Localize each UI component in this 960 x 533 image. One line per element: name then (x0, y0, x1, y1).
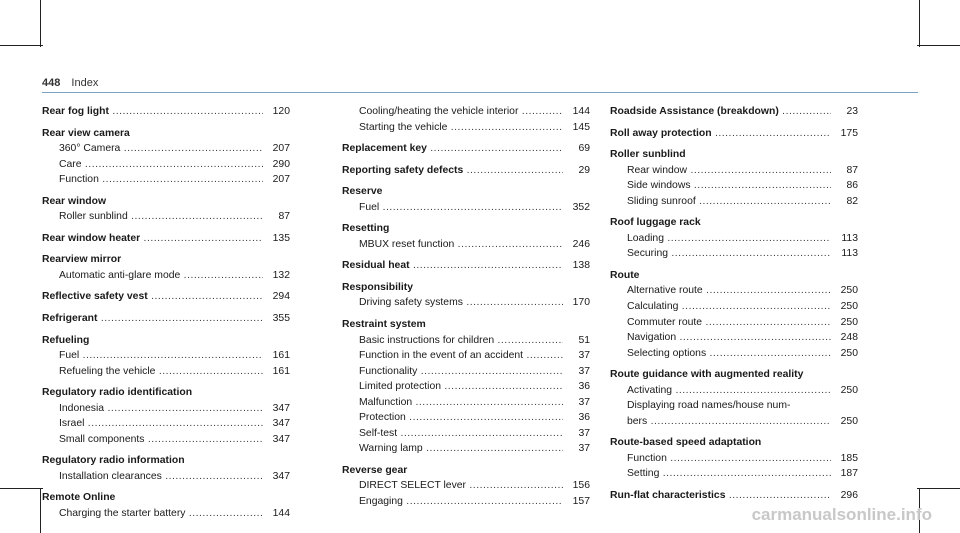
index-page-ref: 175 (840, 127, 858, 139)
index-entry-label: Loading ..... (627, 231, 831, 247)
index-subentry (342, 426, 590, 442)
index-entry-label: Rear fog light ..... (42, 104, 263, 120)
index-entry-label: Rear view camera (42, 127, 130, 139)
index-page-ref: 294 (272, 291, 290, 303)
index-entry-label: Refueling (42, 334, 90, 346)
index-heading (42, 126, 290, 142)
index-page-ref: 86 (846, 180, 858, 192)
index-heading (342, 463, 590, 479)
index-entry-label: Restraint system (342, 319, 426, 331)
index-page-ref: 250 (840, 316, 858, 328)
index-page-ref: 347 (272, 418, 290, 430)
index-heading (342, 163, 590, 179)
index-page-ref: 87 (846, 164, 858, 176)
index-entry-label: Regulatory radio identification (42, 387, 193, 399)
index-column-3 (610, 104, 858, 504)
index-heading (342, 317, 590, 333)
index-heading (610, 215, 858, 231)
index-subentry (42, 209, 290, 225)
index-subentry (610, 163, 858, 179)
index-entry-label: Route guidance with augmented reality (610, 369, 804, 381)
index-entry-label: Rear window heater ..... (42, 231, 263, 247)
index-page-ref: 347 (272, 470, 290, 482)
index-page-ref: 250 (840, 285, 858, 297)
index-subentry (342, 410, 590, 426)
index-entry-label: Reserve (342, 186, 383, 198)
index-subentry (610, 283, 858, 299)
index-entry-label: Rear window ..... (627, 163, 831, 179)
index-entry-label: Securing ..... (627, 246, 831, 262)
index-subentry (42, 506, 290, 522)
index-subentry (42, 157, 290, 173)
index-heading (342, 221, 590, 237)
index-entry-label: DIRECT SELECT lever ..... (359, 478, 563, 494)
crop-mark (919, 0, 920, 47)
index-entry-label: Fuel ..... (59, 348, 263, 364)
index-heading (42, 311, 290, 327)
index-heading (610, 104, 858, 120)
index-page-ref: 23 (846, 106, 858, 117)
index-subentry (610, 194, 858, 210)
index-entry-label: Charging the starter battery ..... (59, 506, 263, 522)
index-entry-label: Indonesia ..... (59, 401, 263, 417)
page-header (42, 77, 98, 89)
index-subentry (342, 295, 590, 311)
index-column-1 (42, 104, 290, 522)
index-heading (42, 194, 290, 210)
index-entry-label: Israel ..... (59, 416, 263, 432)
index-entry-label: MBUX reset function ..... (359, 237, 563, 253)
index-page-ref: 87 (278, 211, 290, 223)
index-entry-label: Roadside Assistance (breakdown) ..... (610, 104, 831, 120)
index-entry-label: Automatic anti-glare mode ..... (59, 268, 263, 284)
index-entry-label: Installation clearances ..... (59, 469, 263, 485)
index-heading (342, 184, 590, 200)
index-heading (42, 333, 290, 349)
index-entry-label: Navigation ..... (627, 330, 831, 346)
index-column-2 (342, 104, 590, 510)
index-page-ref: 290 (272, 158, 290, 170)
index-entry-label: Selecting options ..... (627, 346, 831, 362)
index-page-ref: 248 (840, 332, 858, 344)
index-page-ref: 82 (846, 195, 858, 207)
index-heading (610, 488, 858, 504)
index-subentry (42, 364, 290, 380)
index-page-ref: 207 (272, 143, 290, 155)
index-entry-label: Starting the vehicle ..... (359, 120, 563, 136)
index-entry-label: Roll away protection ..... (610, 126, 831, 142)
index-subentry (42, 469, 290, 485)
index-subentry (42, 432, 290, 448)
index-entry-label: Replacement key ..... (342, 141, 563, 157)
index-subentry (610, 315, 858, 331)
index-subentry (610, 466, 858, 482)
index-entry-label: Care ..... (59, 157, 263, 173)
index-page-ref: 157 (572, 496, 590, 508)
index-subentry (342, 120, 590, 136)
index-heading (610, 147, 858, 163)
index-subentry (342, 348, 590, 364)
index-subentry (342, 395, 590, 411)
index-page-ref: 37 (578, 350, 590, 362)
index-heading (42, 453, 290, 469)
index-entry-label: Roller sunblind ..... (59, 209, 263, 225)
index-page-ref: 36 (578, 412, 590, 424)
index-subentry (342, 494, 590, 510)
index-entry-label: Roller sunblind (610, 149, 686, 161)
index-subentry (610, 414, 858, 430)
index-page-ref: 170 (572, 297, 590, 309)
index-page-ref: 138 (572, 260, 590, 272)
index-entry-label: Function ..... (627, 451, 831, 467)
index-entry-label: Remote Online (42, 492, 116, 504)
index-subentry (42, 268, 290, 284)
index-subentry (342, 478, 590, 494)
index-page-ref: 37 (578, 427, 590, 439)
index-subentry (342, 200, 590, 216)
index-entry-label: Rearview mirror (42, 254, 122, 266)
index-heading (610, 268, 858, 284)
index-entry-label: Activating ..... (627, 383, 831, 399)
index-page-ref: 135 (272, 232, 290, 244)
index-page-ref: 187 (840, 468, 858, 480)
index-subentry (342, 441, 590, 457)
index-entry-label: bers ..... (627, 414, 831, 430)
index-subentry (610, 398, 858, 414)
index-entry-label: Reporting safety defects ..... (342, 163, 563, 179)
page-number: 448 (42, 77, 61, 89)
index-heading (42, 104, 290, 120)
index-subentry (342, 379, 590, 395)
index-entry-label: Displaying road names/house num- (627, 400, 791, 412)
index-page-ref: 36 (578, 381, 590, 393)
index-entry-label: Setting ..... (627, 466, 831, 482)
index-heading (42, 252, 290, 268)
index-page-ref: 250 (840, 301, 858, 313)
index-entry-label: Reflective safety vest ..... (42, 289, 263, 305)
index-page-ref: 120 (272, 106, 290, 117)
index-subentry (610, 246, 858, 262)
index-heading (610, 435, 858, 451)
index-page-ref: 185 (840, 452, 858, 464)
page-title: Index (71, 77, 99, 89)
index-entry-label: Protection ..... (359, 410, 563, 426)
index-subentry (42, 401, 290, 417)
index-entry-label: Regulatory radio information (42, 455, 185, 467)
index-page-ref: 51 (578, 334, 590, 346)
index-page-ref: 347 (272, 402, 290, 414)
index-entry-label: Route-based speed adaptation (610, 437, 762, 449)
index-entry-label: Cooling/heating the vehicle interior ..... (359, 104, 563, 120)
index-page-ref: 352 (572, 201, 590, 213)
index-entry-label: Fuel ..... (359, 200, 563, 216)
index-entry-label: Warning lamp ..... (359, 441, 563, 457)
index-page-ref: 246 (572, 238, 590, 250)
index-entry-label: Driving safety systems ..... (359, 295, 563, 311)
index-entry-label: Reverse gear (342, 464, 408, 476)
index-entry-label: Refueling the vehicle ..... (59, 364, 263, 380)
index-page-ref: 69 (578, 143, 590, 155)
index-heading (42, 231, 290, 247)
index-entry-label: Run-flat characteristics ..... (610, 488, 831, 504)
index-entry-label: Resetting (342, 223, 390, 235)
index-page-ref: 37 (578, 365, 590, 377)
index-entry-label: Refrigerant ..... (42, 311, 263, 327)
index-subentry (610, 346, 858, 362)
crop-mark (917, 488, 960, 489)
index-page-ref: 347 (272, 433, 290, 445)
index-heading (342, 280, 590, 296)
index-page-ref: 250 (840, 347, 858, 359)
index-subentry (610, 330, 858, 346)
index-page-ref: 113 (841, 232, 858, 244)
index-subentry (610, 383, 858, 399)
index-subentry (610, 299, 858, 315)
index-heading (42, 289, 290, 305)
index-page-ref: 161 (272, 350, 290, 362)
crop-mark (40, 488, 41, 533)
index-entry-label: Route (610, 269, 640, 281)
crop-mark (0, 488, 43, 489)
index-entry-label: Function in the event of an accident ..... (359, 348, 563, 364)
crop-mark (0, 45, 43, 46)
index-subentry (342, 364, 590, 380)
index-page-ref: 29 (578, 164, 590, 176)
index-page-ref: 207 (272, 174, 290, 186)
index-page-ref: 156 (572, 480, 590, 492)
index-entry-label: Sliding sunroof ..... (627, 194, 831, 210)
crop-mark (40, 0, 41, 47)
index-entry-label: Malfunction ..... (359, 395, 563, 411)
index-page-ref: 132 (272, 269, 290, 281)
index-entry-label: Limited protection ..... (359, 379, 563, 395)
index-heading (42, 385, 290, 401)
header-rule (42, 92, 918, 93)
index-page-ref: 37 (578, 396, 590, 408)
watermark: carmanualsonline.info (751, 505, 932, 524)
index-entry-label: Roof luggage rack (610, 217, 701, 229)
index-heading (610, 367, 858, 383)
index-subentry (342, 333, 590, 349)
index-page-ref: 355 (272, 313, 290, 325)
index-entry-label: Functionality ..... (359, 364, 563, 380)
index-page-ref: 113 (841, 248, 858, 260)
index-entry-label: Engaging ..... (359, 494, 563, 510)
index-entry-label: Responsibility (342, 281, 414, 293)
index-heading (610, 126, 858, 142)
index-entry-label: Function ..... (59, 172, 263, 188)
index-page-ref: 250 (840, 415, 858, 427)
index-subentry (42, 416, 290, 432)
index-entry-label: Self-test ..... (359, 426, 563, 442)
index-heading (342, 258, 590, 274)
index-heading (42, 490, 290, 506)
index-subentry (610, 451, 858, 467)
index-heading (342, 141, 590, 157)
index-subentry (342, 104, 590, 120)
index-subentry (610, 178, 858, 194)
index-entry-label: Alternative route ..... (627, 283, 831, 299)
index-page-ref: 144 (272, 508, 290, 520)
index-entry-label: Residual heat ..... (342, 258, 563, 274)
index-subentry (42, 141, 290, 157)
index-entry-label: 360° Camera ..... (59, 141, 263, 157)
index-entry-label: Side windows ..... (627, 178, 831, 194)
index-page-ref: 37 (578, 443, 590, 455)
crop-mark (917, 45, 960, 46)
index-entry-label: Rear window (42, 195, 107, 207)
index-entry-label: Basic instructions for children ..... (359, 333, 563, 349)
index-subentry (610, 231, 858, 247)
index-page-ref: 296 (840, 490, 858, 502)
index-subentry (342, 237, 590, 253)
index-entry-label: Commuter route ..... (627, 315, 831, 331)
index-page-ref: 250 (840, 384, 858, 396)
index-page-ref: 161 (272, 365, 290, 377)
index-entry-label: Calculating ..... (627, 299, 831, 315)
index-entry-label: Small components ..... (59, 432, 263, 448)
index-page-ref: 145 (572, 121, 590, 133)
index-page-ref: 144 (572, 106, 590, 117)
index-subentry (42, 348, 290, 364)
index-subentry (42, 172, 290, 188)
